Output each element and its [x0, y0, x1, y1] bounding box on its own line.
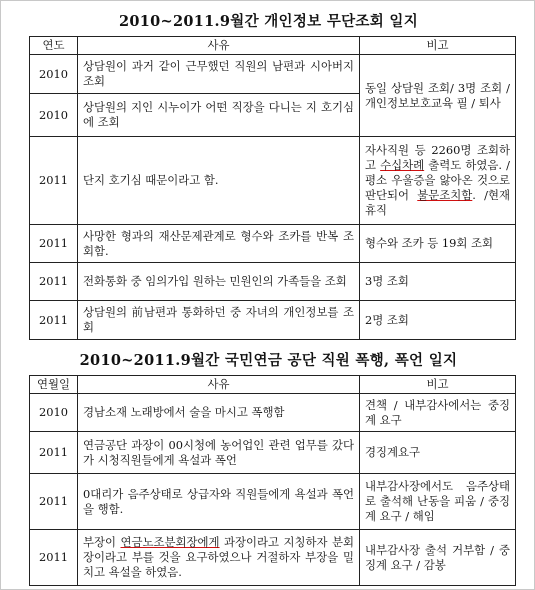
table-header-row [30, 376, 516, 394]
row-year: 2011 [30, 137, 78, 225]
row-reason: 경남소재 노래방에서 술을 마시고 폭행함 [78, 394, 360, 432]
row-note: 내부감사장에서도 음주상태로 출석해 난동을 피움 / 중징계 요구 / 해임 [360, 474, 516, 530]
header-note: 비고 [360, 376, 516, 394]
table-row [30, 225, 516, 263]
note-text: 자사직원 등 2260명 조회하고 [365, 143, 510, 172]
row-reason: 상담원이 과거 같이 근무했던 직원의 남편과 시아버지 조회 [78, 55, 360, 94]
row-note: 2명 조회 [360, 301, 516, 340]
row-note: 내부감사장 출석 거부함 / 중징계 요구 / 감봉 [360, 530, 516, 586]
staff-assault-log-table [29, 375, 516, 586]
header-note: 비고 [360, 37, 516, 55]
note-text: 출력도 하였음. / 평소 우울증을 앓아온 것으로 판단되어 [365, 158, 511, 202]
header-date: 연월일 [30, 376, 78, 394]
row-reason: 전화통화 중 임의가입 원하는 민원인의 가족들을 조회 [78, 263, 360, 301]
header-year: 연도 [30, 37, 78, 55]
row-year: 2011 [30, 263, 78, 301]
row-note-merged: 동일 상담원 조회/ 3명 조회 / 개인정보보호교육 필 / 퇴사 [360, 55, 516, 137]
section1-title: 2010~2011.9월간 개인정보 무단조회 일지 [118, 13, 419, 30]
row-year: 2010 [30, 94, 78, 137]
reason-text: 과장이라고 지칭하자 분회장이라고 부를 것을 요구하였으나 거절하자 부장을 밀치고 욕설을 하였음. [83, 535, 354, 579]
row-note: 3명 조회 [360, 263, 516, 301]
reason-text: 부장이 [83, 535, 121, 549]
row-year: 2011 [30, 530, 78, 586]
table-row [30, 263, 516, 301]
row-reason: 연금공단 과장이 00시청에 농어업인 관련 업무를 갔다가 시청직원들에게 욕설과 폭언 [78, 432, 360, 474]
table-row [30, 55, 516, 94]
row-reason [78, 530, 360, 586]
table-row [30, 301, 516, 340]
row-year: 2011 [30, 301, 78, 340]
row-reason: 0대리가 음주상태로 상급자와 직원들에게 욕설과 폭언을 행함. [78, 474, 360, 530]
row-reason: 단지 호기심 때문이라고 함. [78, 137, 360, 225]
row-note: 견책 / 내부감사에서는 중징계 요구 [360, 394, 516, 432]
header-reason: 사유 [78, 376, 360, 394]
row-reason: 상담원의 前남편과 통화하던 중 자녀의 개인정보를 조회 [78, 301, 360, 340]
row-year: 2011 [30, 225, 78, 263]
note-text: . /현재 휴직 [365, 188, 511, 217]
row-reason: 사망한 형과의 재산문제관계로 형수와 조카를 반복 조회함. [78, 225, 360, 263]
row-year: 2010 [30, 55, 78, 94]
row-note [360, 137, 516, 225]
row-reason: 상담원의 지인 시누이가 어떤 직장을 다니는 지 호기심에 조회 [78, 94, 360, 137]
row-note: 경징계요구 [360, 432, 516, 474]
row-year: 2010 [30, 394, 78, 432]
table-row [30, 474, 516, 530]
privacy-access-log-table [29, 36, 516, 340]
underlined-text: 수십차례 [380, 158, 425, 172]
row-year: 2011 [30, 474, 78, 530]
table-row [30, 394, 516, 432]
header-reason: 사유 [78, 37, 360, 55]
table-header-row [30, 37, 516, 55]
row-year: 2011 [30, 432, 78, 474]
row-note: 형수와 조카 등 19회 조회 [360, 225, 516, 263]
section2-title: 2010~2011.9월간 국민연금 공단 직원 폭행, 폭언 일지 [79, 352, 458, 369]
table-row [30, 530, 516, 586]
underlined-text: 불문조치함 [417, 188, 473, 202]
table-row [30, 432, 516, 474]
underlined-text: 연금노조분회장에게 [120, 535, 220, 549]
table-row [30, 137, 516, 225]
